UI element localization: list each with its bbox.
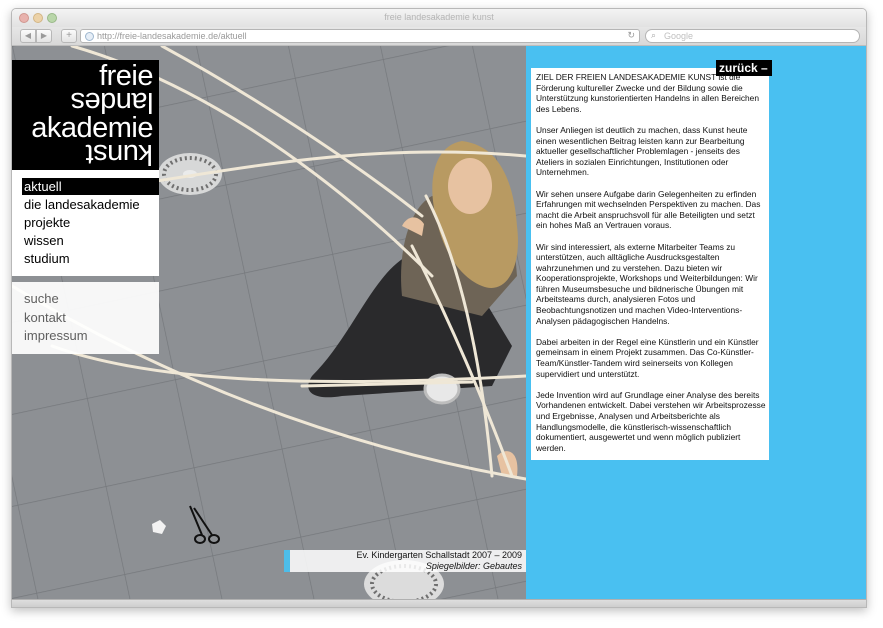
search-placeholder: Google (664, 31, 694, 41)
caption-title: Spiegelbilder: Gebautes (425, 561, 522, 571)
plus-icon: + (66, 30, 72, 41)
floor-drain (158, 153, 222, 195)
photo-caption (284, 550, 526, 572)
nav-item-impressum[interactable]: impressum (24, 328, 88, 343)
status-bar (12, 599, 867, 608)
article-text (536, 72, 768, 464)
site-logo[interactable] (12, 60, 159, 170)
search-icon: ⌕ (651, 30, 657, 40)
back-link[interactable]: zurück – (716, 60, 772, 76)
nav-item-suche[interactable]: suche (24, 291, 59, 306)
browser-window (11, 8, 867, 608)
forward-arrow-icon: ▶ (40, 31, 48, 40)
address-bar[interactable] (80, 29, 640, 43)
browser-toolbar (12, 27, 866, 46)
article-paragraph: ZIEL DER FREIEN LANDESAKADEMIE KUNST ist die Förderung kultureller Zwecke und der Bildung sowie die Unterstützung kunstorientierten Handelns in allen Bereichen des Lebens. (536, 72, 760, 114)
nav-item-die-landesakademie[interactable]: die landesakademie (24, 197, 140, 212)
search-field[interactable] (645, 29, 860, 43)
caption-project: Ev. Kindergarten Schallstadt 2007 – 2009 (356, 550, 522, 560)
logo-line-akademie: akademie (31, 112, 153, 144)
logo-line-kunst: kunst (86, 138, 153, 170)
secondary-navigation (12, 282, 159, 354)
page-viewport (12, 46, 867, 599)
nav-item-studium[interactable]: studium (24, 251, 70, 266)
nav-item-kontakt[interactable]: kontakt (24, 310, 66, 325)
add-bookmark-button[interactable] (61, 29, 77, 43)
url-text: http://freie-landesakademie.de/aktuell (97, 31, 247, 41)
back-button[interactable] (20, 29, 36, 43)
nav-item-wissen[interactable]: wissen (24, 233, 64, 248)
hero-photo (12, 46, 526, 599)
article-paragraph: Dabei arbeiten in der Regel eine Künstlerin und ein Künstler gemeinsam in einem Projekt zusammen. Das Co-Künstler-Team/Künstler-Tandem wird seinerseits von Kollegen supervidiert und unterstützt. (536, 336, 759, 379)
window-title: freie landesakademie kunst (384, 12, 494, 22)
nav-item-projekte[interactable]: projekte (24, 215, 71, 230)
article-paragraph: Unser Anliegen ist deutlich zu machen, dass Kunst heute einen wesentlichen Beitrag leisten kann zur Bearbeitung aktueller gesellschaftlicher Problemlagen - jenseits des Ateliers in sozialen Einrichtungen, Institutionen oder Unternehmen. (536, 124, 748, 178)
logo-line-landes: landes (70, 86, 153, 118)
nav-item-aktuell[interactable]: aktuell (22, 178, 159, 195)
article-paragraph: Wir sehen unsere Aufgabe darin Gelegenheiten zu erfinden Erfahrungen mit wechselnden Perspektiven zu machen. Das macht die Arbeit anspruchsvoll für alle Beteiligten und setzt ein hohes Maß an Vertrauen voraus. (536, 188, 761, 231)
forward-button[interactable] (36, 29, 52, 43)
primary-navigation (12, 170, 159, 276)
article-paragraph: Jede Invention wird auf Grundlage einer Analyse des bereits Vorhandenen entwickelt. Dabei verstehen wir Arbeitsprozesse und Ergebnisse, Analysen und Arbeitsberichte als Handlungsmodelle, die künstlerisch-wissenschaftlich dokumentiert, ausgewertet und wenn möglich publiziert werden. (536, 389, 766, 453)
logo-line-freie: freie (99, 60, 153, 92)
back-arrow-icon: ◀ (24, 31, 32, 40)
article-paragraph: Wir sind interessiert, als externe Mitarbeiter Teams zu unterstützen, auch alltägliche Ausdrucksgestalten wahrzunehmen und zu verstehen. Dazu bieten wir Kooperationsprojekte, Workshops und Weiterbildungen: Wir führen Museumsbesuche und bildnerische Übungen mit Arbeitsteams durch, analysieren Fotos und Beobachtungsnotizen und machen Video-Interventions-Analysen pädagogischen Handelns. (536, 241, 758, 326)
reload-icon[interactable]: ↻ (627, 30, 635, 40)
globe-icon (85, 32, 94, 41)
title-bar (12, 9, 866, 27)
